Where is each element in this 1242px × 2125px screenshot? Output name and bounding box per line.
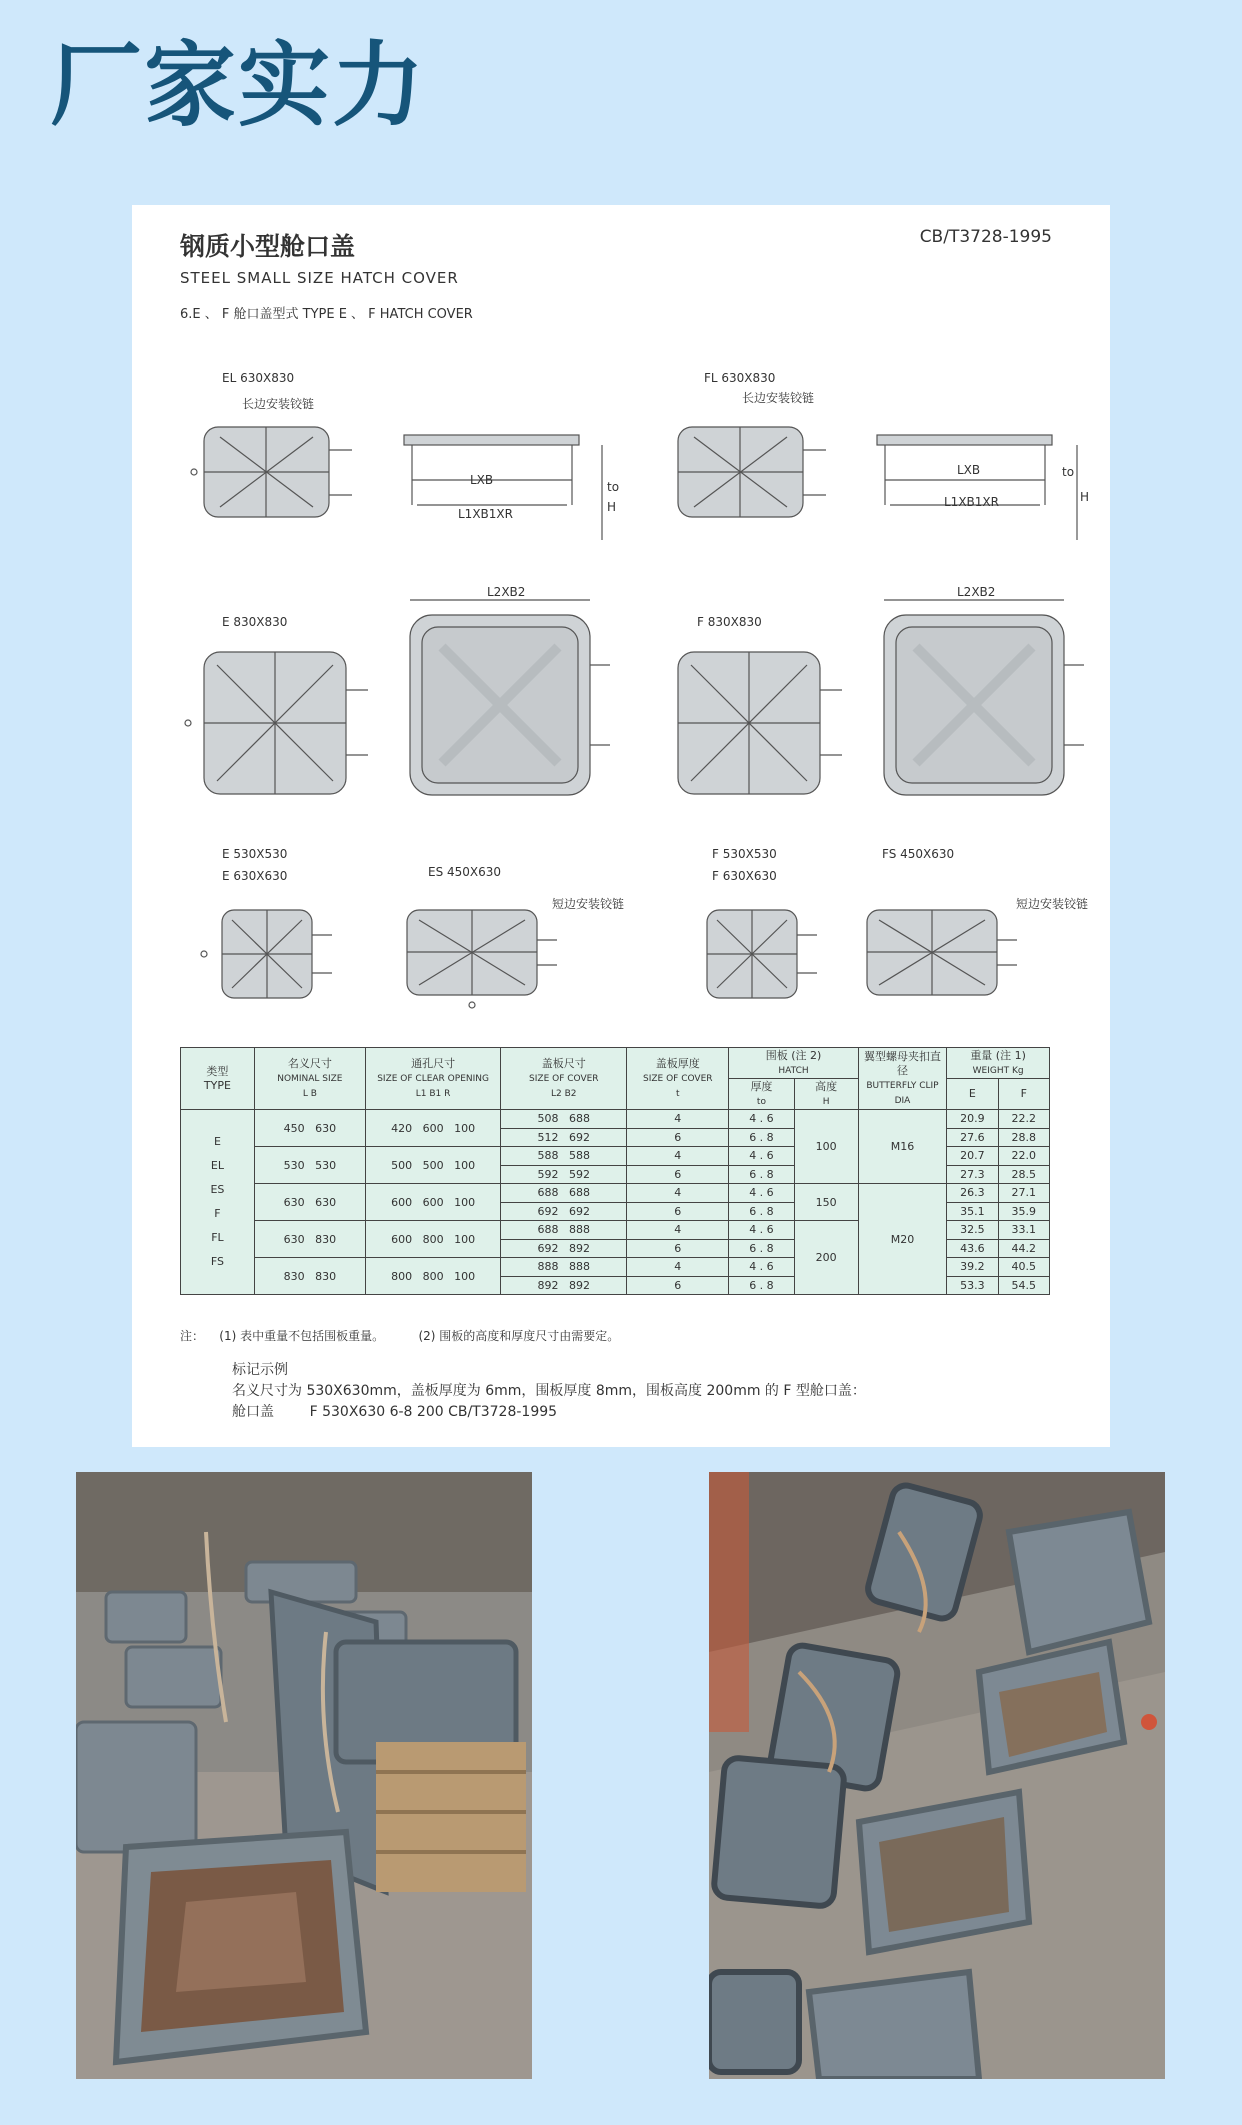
th-thickness: 盖板厚度 SIZE OF COVER t: [627, 1048, 729, 1110]
table-row: 830 830 800 800 100 888 888 4 4 . 6 39.2 40.5: [181, 1258, 1050, 1277]
label-fl: FL 630X830: [704, 371, 776, 385]
f530-top-view: [707, 910, 817, 998]
e830-top-view: [185, 652, 368, 794]
label-h-a: H: [607, 500, 617, 514]
label-lxb-a: LXB: [470, 473, 494, 487]
th-weight-f: F: [998, 1079, 1049, 1110]
th-clip: 翼型螺母夹扣直 径 BUTTERFLY CLIP DIA: [858, 1048, 946, 1110]
el-side-view: [404, 435, 602, 540]
table-row: 592 592 6 6 . 8 27.3 28.5: [181, 1165, 1050, 1184]
table-row: 512 692 6 6 . 8 27.6 28.8: [181, 1128, 1050, 1147]
example-line1: 名义尺寸为 530X630mm，盖板厚度为 6mm，围板厚度 8mm，围板高度 200mm 的 F 型舱口盖：: [232, 1383, 866, 1399]
el-top-view: [191, 427, 352, 517]
label-es: ES 450X630: [428, 865, 502, 879]
table-row: E EL ES F FL FS 450 630 420 600 100 508 688 4 4 . 6 100 M16 20.9 22.2: [181, 1110, 1050, 1129]
label-f630: F 630X630: [712, 869, 777, 883]
f830-cover-view: [884, 600, 1084, 795]
sheet-title: 钢质小型舱口盖: [180, 232, 356, 261]
factory-photo-left: [76, 1472, 532, 2079]
types-cell: E EL ES F FL FS: [181, 1110, 255, 1295]
label-lxb-b: LXB: [957, 463, 981, 477]
label-e830: E 830X830: [222, 615, 288, 629]
table-row: 630 630 600 600 100 688 688 4 4 . 6 150 M20 26.3 27.1: [181, 1184, 1050, 1203]
label-h-b: H: [1080, 490, 1090, 504]
factory-photo-right: [709, 1472, 1165, 2079]
th-type: 类型 TYPE: [181, 1048, 255, 1110]
spec-sheet: [132, 205, 1110, 1447]
th-cover: 盖板尺寸 SIZE OF COVER L2 B2: [501, 1048, 627, 1110]
label-long-hinge-b: 长边安装铰链: [742, 391, 815, 405]
th-nominal: 名义尺寸 NOMINAL SIZE L B: [254, 1048, 365, 1110]
standard-code: CB/T3728-1995: [919, 227, 1052, 247]
marking-example: [232, 1360, 866, 1423]
label-short-hinge-b: 短边安装铰链: [1016, 897, 1089, 911]
th-coaming-t: 厚度 to: [729, 1079, 794, 1110]
label-to-b: to: [1062, 465, 1075, 479]
th-weight-e: E: [947, 1079, 998, 1110]
spec-table: [180, 1047, 1050, 1295]
label-e630: E 630X630: [222, 869, 288, 883]
label-f830: F 830X830: [697, 615, 762, 629]
label-el: EL 630X830: [222, 371, 295, 385]
table-notes: 注： (1) 表中重量不包括围板重量。 (2) 围板的高度和厚度尺寸由需要定。: [180, 1329, 620, 1343]
table-row: 530 530 500 500 100 588 588 4 4 . 6 20.7 22.0: [181, 1147, 1050, 1166]
label-e530: E 530X530: [222, 847, 288, 861]
table-row: 692 892 6 6 . 8 43.6 44.2: [181, 1239, 1050, 1258]
fs-top-view: [867, 910, 1017, 995]
table-row: 630 830 600 800 100 688 888 4 4 . 6 200 32.5 33.1: [181, 1221, 1050, 1240]
e530-top-view: [201, 910, 332, 998]
label-fs: FS 450X630: [882, 847, 955, 861]
e830-cover-view: [410, 600, 610, 795]
label-to-a: to: [607, 480, 620, 494]
table-row: 892 892 6 6 . 8 53.3 54.5: [181, 1276, 1050, 1295]
fl-side-view: [877, 435, 1077, 540]
label-l1b1r-b: L1XB1XR: [944, 495, 999, 509]
th-clear: 通孔尺寸 SIZE OF CLEAR OPENING L1 B1 R: [365, 1048, 501, 1110]
th-coaming: 围板 (注 2) HATCH: [729, 1048, 858, 1079]
page-title: 厂家实力: [50, 32, 427, 139]
th-weight: 重量 (注 1) WEIGHT Kg: [947, 1048, 1050, 1079]
fl-top-view: [678, 427, 826, 517]
table-row: 692 692 6 6 . 8 35.1 35.9: [181, 1202, 1050, 1221]
example-title: 标记示例: [232, 1362, 288, 1378]
label-short-hinge-a: 短边安装铰链: [552, 897, 625, 911]
label-long-hinge-a: 长边安装铰链: [242, 397, 315, 411]
label-l1b1r-a: L1XB1XR: [458, 507, 513, 521]
label-l2b2-b: L2XB2: [957, 585, 996, 599]
sheet-types-line: 6.E 、 F 舱口盖型式 TYPE E 、 F HATCH COVER: [180, 307, 473, 322]
label-f530: F 530X530: [712, 847, 777, 861]
es-top-view: [407, 910, 557, 1008]
label-l2b2-a: L2XB2: [487, 585, 526, 599]
th-coaming-h: 高度 H: [794, 1079, 858, 1110]
f830-top-view: [678, 652, 842, 794]
example-line2: 舱口盖 F 530X630 6-8 200 CB/T3728-1995: [232, 1404, 558, 1420]
sheet-subtitle-en: STEEL SMALL SIZE HATCH COVER: [180, 269, 459, 287]
